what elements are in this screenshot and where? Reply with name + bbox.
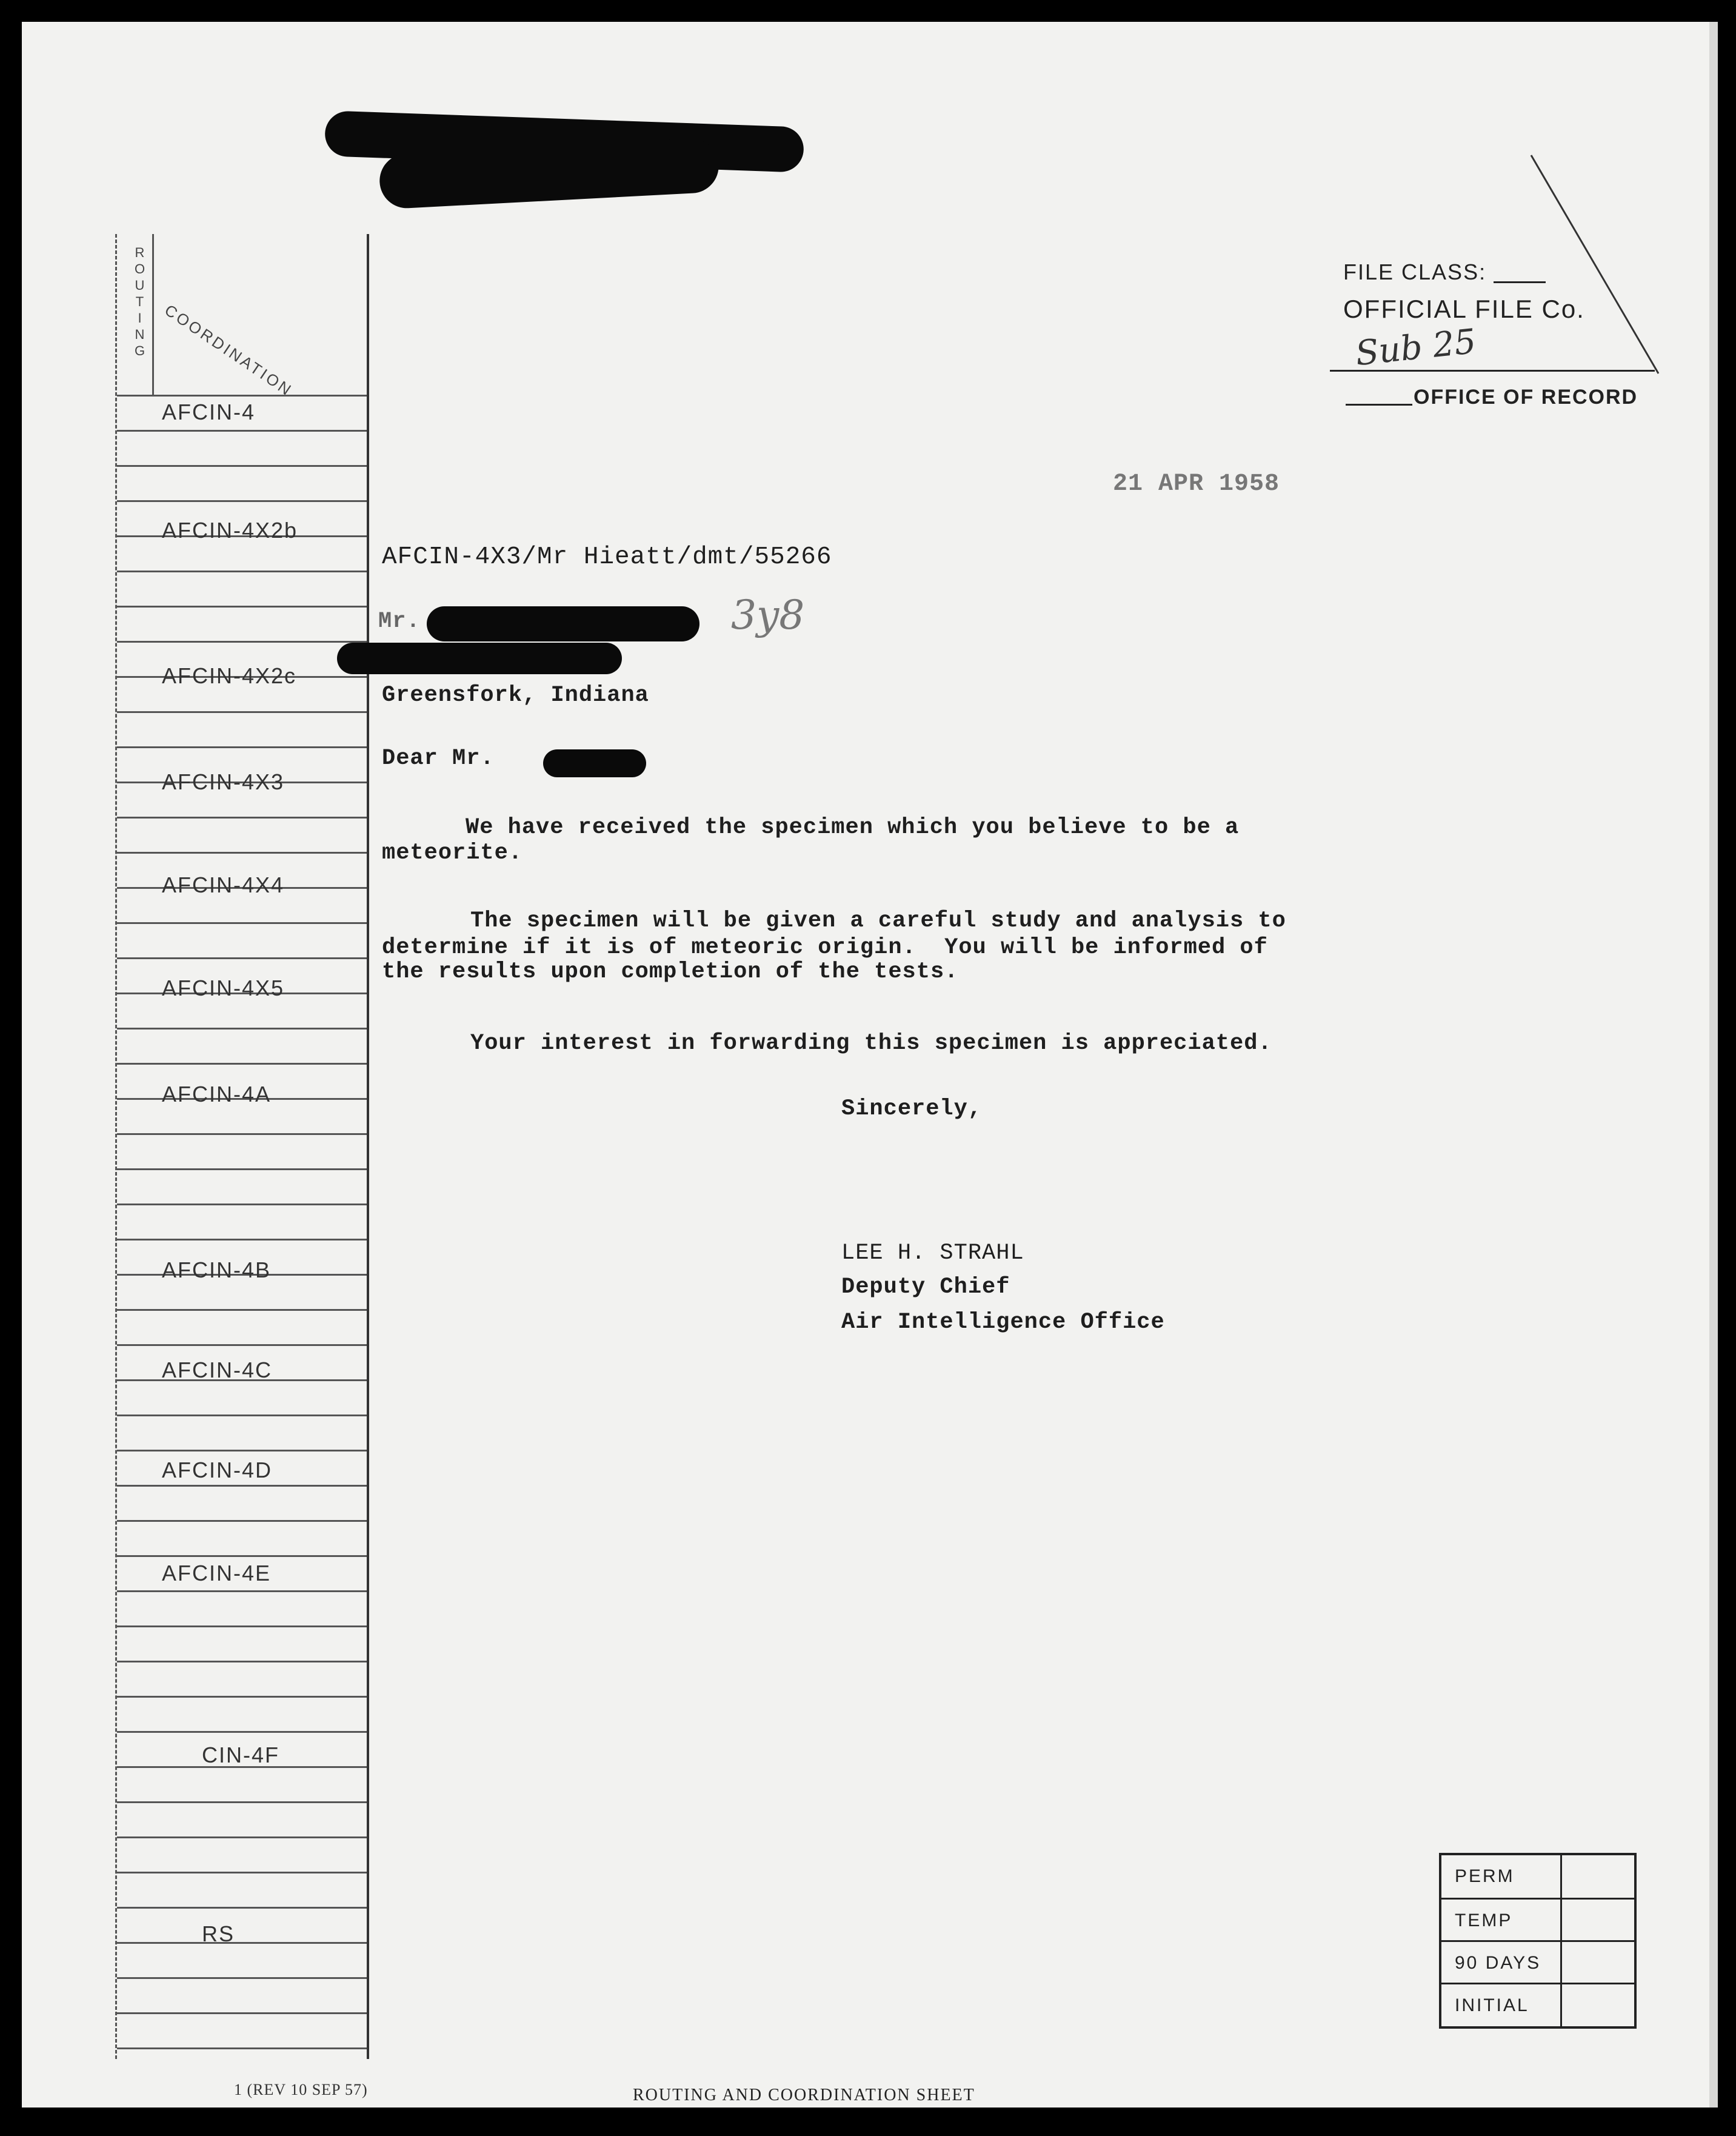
paragraph-2-line-3: the results upon completion of the tests. (382, 959, 959, 985)
routing-office-label: AFCIN-4X5 (162, 976, 285, 1000)
routing-row-line (117, 571, 367, 572)
office-of-record-label: OFFICE OF RECORD (1414, 386, 1638, 409)
redaction-addressee-name (427, 606, 699, 641)
routing-row-line (117, 465, 367, 467)
routing-office-label: AFCIN-4D (162, 1458, 273, 1482)
addressee-prefix: Mr. (378, 609, 421, 634)
routing-row-line (117, 711, 367, 713)
routing-office-label: AFCIN-4 (162, 400, 256, 424)
signer-title-2: Air Intelligence Office (841, 1310, 1165, 1335)
routing-row-line (117, 1309, 367, 1311)
routing-row-line (117, 1344, 367, 1346)
routing-row-line (117, 430, 367, 432)
document-page (22, 22, 1718, 2108)
routing-row-line (117, 1555, 367, 1557)
routing-row-line (117, 1836, 367, 1838)
routing-office-label: AFCIN-4X2b (162, 518, 298, 543)
handwritten-file-number: Sub 25 (1354, 321, 1478, 374)
reference-line: AFCIN-4X3/Mr Hieatt/dmt/55266 (382, 543, 832, 571)
routing-row-line (117, 2047, 367, 2049)
routing-row-line (117, 1239, 367, 1240)
routing-row-line (117, 1731, 367, 1733)
routing-row-line (117, 1415, 367, 1416)
routing-row-line (117, 1977, 367, 1979)
letter-date: 21 APR 1958 (1113, 470, 1280, 498)
routing-row-line (117, 641, 367, 643)
routing-row-line (117, 1907, 367, 1909)
routing-row-line (117, 1063, 367, 1065)
form-title: ROUTING AND COORDINATION SHEET (633, 2086, 975, 2104)
retention-label: PERM (1455, 1866, 1515, 1886)
file-class-label: FILE CLASS: (1343, 259, 1487, 284)
routing-row-line (117, 922, 367, 924)
office-of-record-blank (1346, 404, 1412, 406)
routing-row-line (117, 1168, 367, 1170)
salutation: Dear Mr. (382, 746, 495, 771)
paragraph-1-line-1: We have received the specimen which you believe to be a (466, 815, 1240, 840)
retention-row (1441, 1855, 1634, 1898)
retention-row (1441, 1983, 1634, 2027)
retention-divider (1560, 1855, 1562, 2026)
routing-row-line (117, 746, 367, 748)
routing-row-line (117, 1133, 367, 1135)
routing-row-line (117, 1661, 367, 1662)
routing-row-line (117, 1625, 367, 1627)
retention-label: TEMP (1455, 1910, 1513, 1930)
routing-row-line (117, 1590, 367, 1592)
routing-office-label: AFCIN-4E (162, 1561, 272, 1585)
redaction-address-line (337, 643, 622, 674)
address-city: Greensfork, Indiana (382, 683, 649, 708)
routing-vertical-label: ROUTING (132, 245, 147, 360)
routing-row-line (117, 1942, 367, 1944)
routing-column (115, 234, 369, 2059)
routing-office-label: AFCIN-4X4 (162, 872, 285, 897)
routing-row-line (117, 1520, 367, 1522)
routing-office-label: AFCIN-4A (162, 1082, 272, 1107)
paragraph-2-line-2: determine if it is of meteoric origin. You will be informed of (382, 935, 1268, 960)
routing-row-line (117, 1485, 367, 1487)
routing-header (117, 234, 367, 400)
routing-row-line (117, 852, 367, 854)
handwritten-note: 3y8 (731, 592, 805, 638)
routing-row-line (117, 1028, 367, 1029)
official-file-label: OFFICIAL FILE Co. (1343, 295, 1585, 323)
routing-office-label: AFCIN-4B (162, 1257, 272, 1282)
routing-row-line (117, 1696, 367, 1698)
routing-office-label: AFCIN-4X3 (162, 769, 285, 794)
retention-label: INITIAL (1455, 1995, 1529, 2015)
routing-row-line (117, 500, 367, 502)
routing-header-divider (152, 234, 154, 395)
routing-row-line (117, 1204, 367, 1205)
routing-office-label: AFCIN-4C (162, 1358, 273, 1382)
paragraph-2-line-1: The specimen will be given a careful study and analysis to (470, 908, 1286, 934)
retention-row (1441, 1940, 1634, 1984)
routing-row-line (117, 2012, 367, 2014)
retention-label: 90 DAYS (1455, 1953, 1541, 1973)
paragraph-1-line-2: meteorite. (382, 840, 523, 866)
paragraph-3: Your interest in forwarding this specimen is appreciated. (470, 1031, 1272, 1056)
routing-row-line (117, 395, 367, 397)
routing-row-line (117, 606, 367, 608)
retention-row (1441, 1898, 1634, 1942)
routing-office-label: AFCIN-4X2c (162, 663, 297, 688)
signer-name: LEE H. STRAHL (841, 1240, 1024, 1266)
closing: Sincerely, (841, 1096, 983, 1122)
routing-row-line (117, 957, 367, 959)
routing-row-line (117, 817, 367, 819)
coordination-label: COORDINATION (161, 301, 296, 400)
routing-office-label: CIN-4F (202, 1743, 279, 1767)
routing-office-label: RS (202, 1921, 235, 1946)
corner-fold-line (1525, 149, 1671, 380)
signer-title-1: Deputy Chief (841, 1274, 1010, 1300)
routing-row-line (117, 1801, 367, 1803)
form-id: 1 (REV 10 SEP 57) (234, 2081, 368, 2098)
retention-box (1439, 1853, 1637, 2029)
routing-row-line (117, 1450, 367, 1451)
redaction-salutation-name (543, 749, 646, 777)
routing-row-line (117, 1872, 367, 1873)
